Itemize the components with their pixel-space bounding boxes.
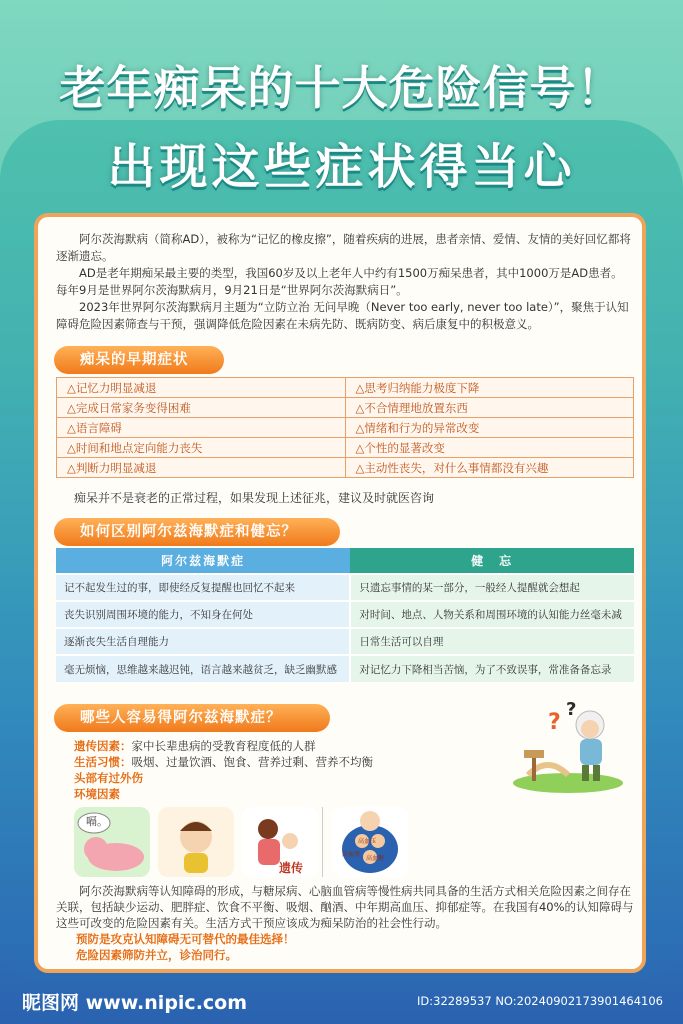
table-cell: 记不起发生过的事，即使经反复提醒也回忆不起来 [56,574,350,601]
column-header-forgetfulness: 健 忘 [350,548,634,574]
content-card [34,213,646,973]
symptoms-table [56,377,634,478]
three-highs-label: 高血糖 [366,855,385,862]
section-title-risk: 哪些人容易得阿尔兹海默症？ [54,704,330,732]
speech-bubble-text: 嗝。 [86,815,108,828]
table-row [57,398,634,418]
table-cell: △情绪和行为的异常改变 [345,418,634,438]
table-cell: 丧失识别周围环境的能力，不知身在何处 [56,601,350,628]
watermark-logo: 昵图网 www.nipic.com [22,992,248,1014]
three-highs-label: 高血压 [358,838,377,845]
risk-illustrations [74,807,474,887]
intro-paragraph: 阿尔茨海默病（简称AD），被称为“记忆的橡皮擦”，随着疾病的进展，患者亲情、爱情、友情的美好回忆都将逐渐遗忘。 [56,232,631,263]
table-cell: 对时间、地点、人物关系和周围环境的认知能力丝毫未减 [350,601,634,628]
table-cell: △完成日常家务变得困难 [57,398,346,418]
intro-paragraph: 2023年世界阿尔茨海默病月主题为“立防立治 无问早晚（Never too early, never too late）”，聚焦于认知障碍危险因素筛查与干预，强调降低危险因素在未病先防、既病防变、病后康复中的积极意义。 [56,300,629,331]
table-row [57,418,634,438]
table-row [56,574,634,601]
risk-label: 遗传因素： [74,739,132,753]
table-cell: △时间和地点定向能力丧失 [57,438,346,458]
svg-text:?: ? [566,699,577,720]
table-row [56,655,634,682]
risk-environment: 环境因素 [74,787,120,801]
compare-table [56,548,634,682]
headache-child-illustration [158,807,234,877]
risk-factors [74,738,373,802]
table-row [57,438,634,458]
table-cell: △语言障碍 [57,418,346,438]
footer-watermark [0,980,683,1024]
table-cell: 对记忆力下降相当苦恼，为了不致误事，常准备备忘录 [350,655,634,682]
table-cell: △判断力明显减退 [57,458,346,478]
table-cell: 只遗忘事情的某一部分，一般经人提醒就会想起 [350,574,634,601]
intro-text [56,231,634,333]
svg-text:?: ? [548,710,561,735]
symptoms-note: 痴呆并不是衰老的正常过程，如果发现上述征兆，建议及时就医咨询 [74,491,435,505]
three-highs-label: 高血脂 [342,851,361,858]
table-header-row [56,548,634,574]
table-cell: 毫无烦恼，思维越来越迟钝，语言越来越贫乏，缺乏幽默感 [56,655,350,682]
risk-genetic [74,738,373,754]
table-row [56,628,634,655]
watermark-id: ID:32289537 NO:20240902173901464106 [417,994,663,1008]
risk-text: 家中长辈患病的受教育程度低的人群 [131,739,316,753]
divider [322,807,323,877]
prevention-text [56,883,634,963]
genetic-label: 遗传 [279,861,304,875]
section-title-symptoms: 痴呆的早期症状 [54,346,224,374]
table-cell: 逐渐丧失生活自理能力 [56,628,350,655]
table-cell: △记忆力明显减退 [57,378,346,398]
slogan: 预防是攻克认知障碍无可替代的最佳选择！ [76,932,295,946]
table-cell: △主动性丧失，对什么事情都没有兴趣 [345,458,634,478]
risk-label: 生活习惯： [74,755,132,769]
confused-elder-illustration [508,695,628,795]
table-cell: △思考归纳能力极度下降 [345,378,634,398]
slogan: 危险因素筛防并立，诊治同行。 [76,948,237,962]
table-row [57,378,634,398]
page-title: 老年痴呆的十大危险信号！ [59,61,624,115]
table-cell: △不合情理地放置东西 [345,398,634,418]
intro-paragraph: AD是老年期痴呆最主要的类型，我国60岁及以上老年人中约有1500万痴呆患者，其中1000万是AD患者。每年9月是世界阿尔茨海默病月，9月21日是“世界阿尔茨海默病日”。 [56,266,623,297]
section-title-compare: 如何区别阿尔兹海默症和健忘？ [54,518,340,546]
table-cell: △个性的显著改变 [345,438,634,458]
risk-head-injury: 头部有过外伤 [74,771,143,785]
table-cell: 日常生活可以自理 [350,628,634,655]
prevention-paragraph: 阿尔茨海默病等认知障碍的形成，与糖尿病、心脑血管病等慢性病共同具备的生活方式相关危险因素之间存在关联，包括缺少运动、肥胖症、饮食不平衡、吸烟、酗酒、中年期高血压、抑郁症等。在我国有40%的认知障碍与这些可改变的危险因素有关。生活方式干预应该成为痴呆防治的社会性行动。 [56,884,634,930]
table-row [56,601,634,628]
page-subtitle: 出现这些症状得当心 [107,139,576,195]
table-row [57,458,634,478]
column-header-alzheimers: 阿尔兹海默症 [56,548,350,574]
risk-text: 吸烟、过量饮酒、饱食、营养过剩、营养不均衡 [131,755,373,769]
risk-lifestyle [74,754,373,770]
